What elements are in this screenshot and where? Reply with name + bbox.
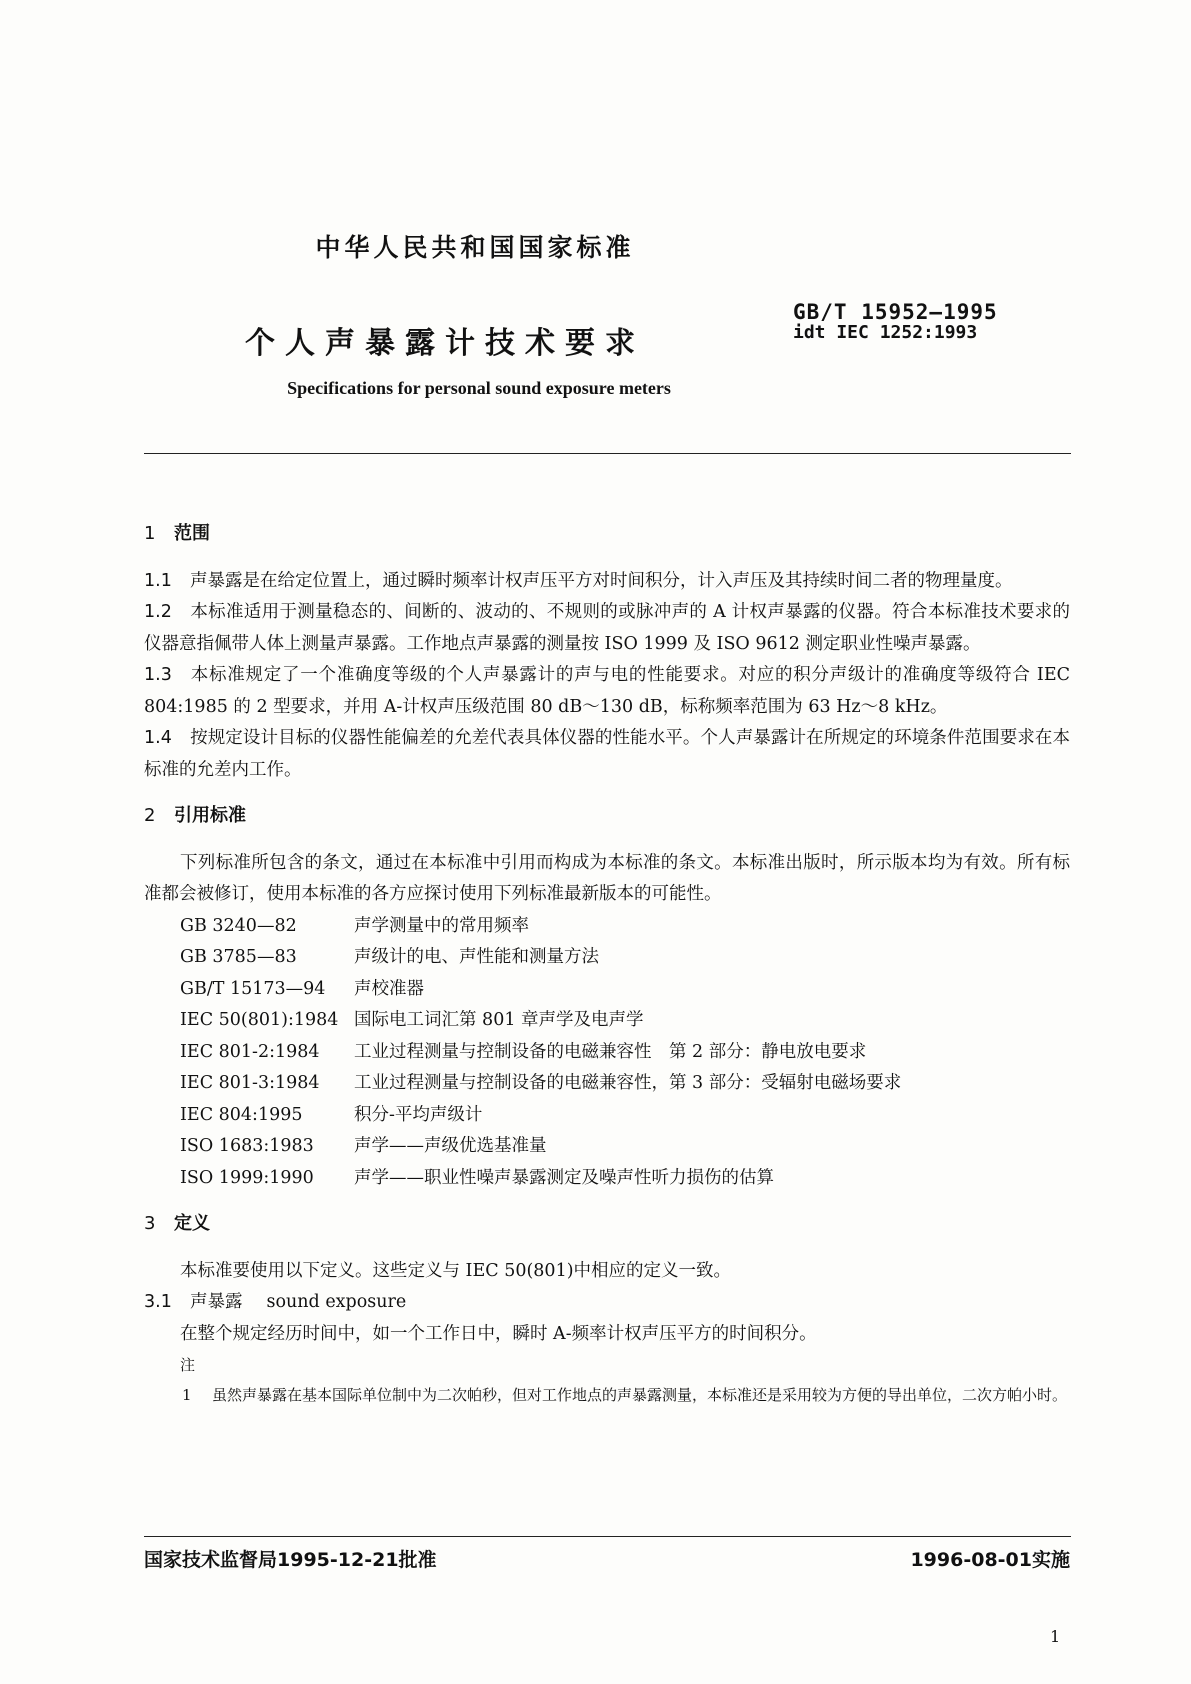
clause-number: 1.4 — [144, 728, 172, 748]
section-3-intro: 本标准要使用以下定义。这些定义与 IEC 50(801)中相应的定义一致。 — [180, 1260, 732, 1281]
standard-idt: idt IEC 1252:1993 — [793, 322, 978, 343]
reference-title: 声学——职业性噪声暴露测定及噪声性听力损伤的估算 — [354, 1167, 774, 1188]
definition-term: 声暴露 — [190, 1292, 243, 1312]
clause-number: 1.3 — [144, 665, 172, 685]
clause-text: 声暴露是在给定位置上，通过瞬时频率计权声压平方对时间积分，计入声压及其持续时间二者的物理量度。 — [190, 570, 1013, 591]
clause-1-4 — [144, 723, 1070, 786]
national-standard-title: 中华人民共和国国家标准 — [315, 233, 635, 262]
section-2-heading — [144, 800, 1070, 832]
section-number: 1 — [144, 523, 156, 544]
reference-item — [144, 1131, 1070, 1163]
note-text: 虽然声暴露在基本国际单位制中为二次帕秒，但对工作地点的声暴露测量，本标准还是采用较为方便的导出单位，二次方帕小时。 — [212, 1385, 1068, 1404]
standard-title-en: Specifications for personal sound exposure meters — [287, 378, 671, 398]
reference-item — [144, 974, 1070, 1006]
definition-text: 在整个规定经历时间中，如一个工作日中，瞬时 A-频率计权声压平方的时间积分。 — [180, 1323, 817, 1344]
section-number: 3 — [144, 1213, 156, 1234]
reference-item — [144, 1037, 1070, 1069]
clause-text: 本标准适用于测量稳态的、间断的、波动的、不规则的或脉冲声的 A 计权声暴露的仪器。符合本标准技术要求的仪器意指佩带人体上测量声暴露。工作地点声暴露的测量按 ISO 1999 及 ISO 9612 测定职业性噪声暴露。 — [144, 602, 1070, 654]
section-2-intro: 下列标准所包含的条文，通过在本标准中引用而构成为本标准的条文。本标准出版时，所示版本均为有效。所有标准都会被修订，使用本标准的各方应探讨使用下列标准最新版本的可能性。 — [144, 852, 1070, 904]
reference-title: 声级计的电、声性能和测量方法 — [354, 947, 599, 967]
clause-1-3 — [144, 660, 1070, 723]
reference-title: 声校准器 — [354, 978, 424, 999]
note-label: 注 — [180, 1356, 196, 1374]
reference-code: ISO 1683:1983 — [180, 1136, 314, 1156]
reference-code: GB 3785—83 — [180, 947, 297, 967]
clause-number: 1.1 — [144, 570, 172, 591]
reference-code: IEC 50(801):1984 — [180, 1010, 339, 1030]
section-1-heading — [144, 518, 1070, 550]
reference-item — [144, 1005, 1070, 1037]
clause-1-1 — [144, 566, 1070, 598]
reference-code: IEC 804:1995 — [180, 1104, 303, 1125]
note-item — [144, 1382, 1070, 1409]
clause-number: 1.2 — [144, 602, 172, 622]
header-divider — [144, 453, 1071, 454]
reference-title: 声学——声级优选基准量 — [354, 1136, 547, 1156]
approval-info: 国家技术监督局1995-12-21批准 — [144, 1549, 437, 1571]
note-number: 1 — [182, 1385, 192, 1404]
definition-3-1 — [144, 1287, 1070, 1319]
reference-item — [144, 1100, 1070, 1132]
section-title: 引用标准 — [174, 805, 246, 826]
reference-title: 工业过程测量与控制设备的电磁兼容性，第 3 部分：受辐射电磁场要求 — [354, 1073, 902, 1093]
reference-title: 声学测量中的常用频率 — [354, 915, 529, 936]
reference-code: ISO 1999:1990 — [180, 1167, 314, 1188]
footer-divider — [144, 1536, 1071, 1537]
clause-1-2 — [144, 597, 1070, 660]
reference-item — [144, 942, 1070, 974]
section-number: 2 — [144, 805, 156, 826]
definition-term-en: sound exposure — [266, 1292, 407, 1312]
reference-item — [144, 1163, 1070, 1195]
reference-code: GB/T 15173—94 — [180, 978, 326, 999]
page-number: 1 — [1050, 1627, 1061, 1646]
implementation-date: 1996-08-01实施 — [910, 1549, 1070, 1571]
reference-title: 工业过程测量与控制设备的电磁兼容性 第 2 部分：静电放电要求 — [354, 1041, 867, 1062]
clause-text: 按规定设计目标的仪器性能偏差的允差代表具体仪器的性能水平。个人声暴露计在所规定的环境条件范围要求在本标准的允差内工作。 — [144, 728, 1070, 780]
reference-code: GB 3240—82 — [180, 915, 297, 936]
clause-number: 3.1 — [144, 1292, 172, 1312]
reference-item — [144, 1068, 1070, 1100]
section-title: 范围 — [174, 523, 210, 544]
reference-code: IEC 801-2:1984 — [180, 1041, 320, 1062]
reference-item — [144, 911, 1070, 943]
section-title: 定义 — [174, 1213, 210, 1234]
clause-text: 本标准规定了一个准确度等级的个人声暴露计的声与电的性能要求。对应的积分声级计的准确度等级符合 IEC 804:1985 的 2 型要求，并用 A-计权声压级范围 80 dB～130 dB，标称频率范围为 63 Hz～8 kHz。 — [144, 665, 1070, 717]
reference-code: IEC 801-3:1984 — [180, 1073, 320, 1093]
standard-title-cn: 个人声暴露计技术要求 — [245, 326, 645, 361]
reference-title: 国际电工词汇第 801 章声学及电声学 — [354, 1010, 644, 1030]
standard-number: GB/T 15952—1995 — [793, 300, 998, 324]
document-body — [144, 518, 1070, 1409]
section-3-heading — [144, 1208, 1070, 1240]
reference-title: 积分-平均声级计 — [354, 1104, 483, 1125]
